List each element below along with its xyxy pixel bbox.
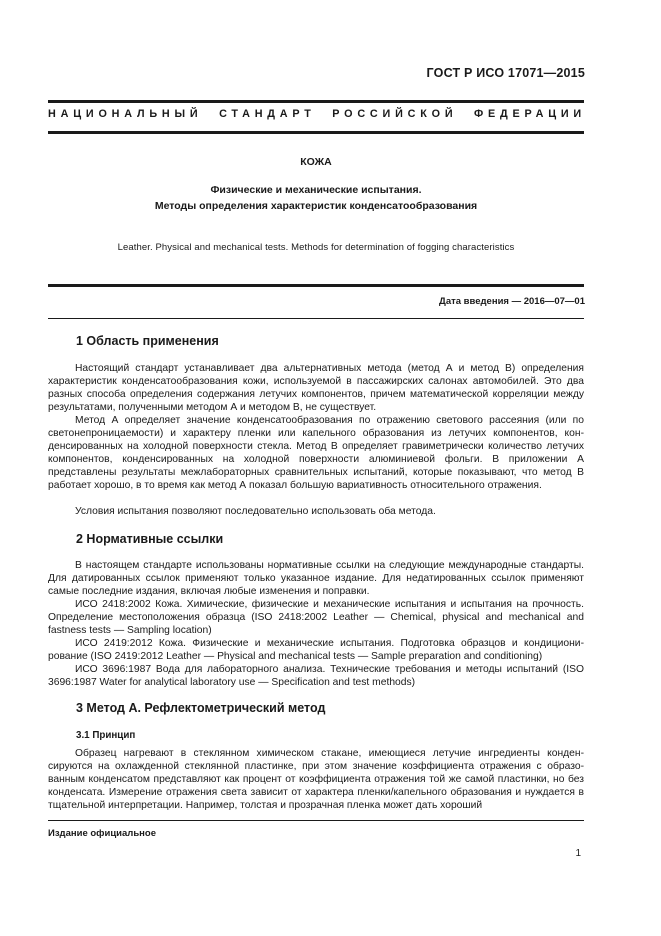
banner-word-2: СТАНДАРТ bbox=[219, 108, 316, 120]
section-3-1-paragraph: Образец нагревают в стеклянном химическом стакане, имеющиеся летучие ингредиенты конденсируются на охлажденной стеклянной пластинке, при этом значение коэффициента отражения с образованным конденсатом представляют как процент от коэффициента отражения той же самой пластинки, но без конденсата. Измерение отражения света зависит от характера пленки/капельного образования и нуждается в тщательной интерпретации. Например, толстая и прозрачная пленка может дать хороший bbox=[48, 748, 584, 811]
standard-code: ГОСТ Р ИСО 17071—2015 bbox=[426, 66, 585, 80]
official-edition-label: Издание официальное bbox=[48, 828, 156, 839]
section-1-paragraph-1: Настоящий стандарт устанавливает два альтернативных метода (метод А и метод В) определения характеристик конденсатообразования кожи, используемой в пассажирских салонах автомобилей. Это два разных способа определения содержания летучих компонентов, причем математической корреляции между результатами, полученными методом А и методом В, не существует. bbox=[48, 363, 584, 413]
section-2-heading: 2 Нормативные ссылки bbox=[76, 532, 224, 546]
title-bottom-rule bbox=[48, 284, 584, 287]
section-3-1-heading: 3.1 Принцип bbox=[76, 730, 136, 741]
document-subtitle-2: Методы определения характеристик конденсатообразования bbox=[154, 200, 478, 212]
banner-word-3: РОССИЙСКОЙ bbox=[332, 108, 458, 120]
section-1-heading: 1 Область применения bbox=[76, 334, 219, 348]
section-1-paragraph-2: Метод А определяет значение конденсатообразования по отражению светового рассеяния (или по светонепроницаемости) и характеру пленки или капельного образования из летучих компонентов, конденсированных на холодной поверхности стекла. Метод В определяет гравиметрически количество летучих компонентов, конденсированных на холодной поверхности алюминиевой фольги. В приложении А представлены результаты межлабораторных сравнительных испытаний, которые показывают, что метод В работает хорошо, в то время как метод А показал большую вариативность относительного отражения. bbox=[48, 415, 584, 491]
national-standard-banner bbox=[48, 108, 586, 120]
top-thick-rule bbox=[48, 100, 584, 103]
banner-bottom-rule bbox=[48, 131, 584, 134]
section-2-paragraph-1: В настоящем стандарте использованы нормативные ссылки на следующие международные стандарты. Для датированных ссылок применяют только указанное издание. Для недатированных ссылок применяют самые последние издания, включая любые изменения и поправки. bbox=[48, 560, 584, 597]
section-2-reference-iso-3696: ИСО 3696:1987 Вода для лабораторного анализа. Технические требования и методы испытаний (ISO 3696:1987 Water for analytical laboratory use — Specification and test methods) bbox=[48, 664, 584, 688]
banner-word-4: ФЕДЕРАЦИИ bbox=[474, 108, 586, 120]
section-3-heading: 3 Метод А. Рефлектометрический метод bbox=[76, 701, 326, 715]
section-2-reference-iso-2419: ИСО 2419:2012 Кожа. Физические и механические испытания. Подготовка образцов и кондиционирование (ISO 2419:2012 Leather — Physical and mechanical tests — Sample preparation and conditioning) bbox=[48, 638, 584, 662]
footer-rule bbox=[48, 820, 584, 821]
document-subtitle-1: Физические и механические испытания. bbox=[210, 184, 422, 196]
section-2-reference-iso-2418: ИСО 2418:2002 Кожа. Химические, физические и механические испытания и испытания на прочность. Определение местоположения образца (ISO 2418:2002 Leather — Chemical, physical and mechanical and fastness tests — Sampling location) bbox=[48, 599, 584, 636]
banner-word-1: НАЦИОНАЛЬНЫЙ bbox=[48, 108, 203, 120]
document-title: КОЖА bbox=[300, 156, 332, 168]
page-number: 1 bbox=[575, 848, 581, 859]
date-bottom-rule bbox=[48, 318, 584, 319]
english-title: Leather. Physical and mechanical tests. Methods for determination of fogging characteristics bbox=[117, 242, 515, 253]
introduction-date: Дата введения — 2016—07—01 bbox=[439, 296, 585, 307]
section-1-paragraph-3: Условия испытания позволяют последовательно использовать оба метода. bbox=[75, 506, 436, 517]
